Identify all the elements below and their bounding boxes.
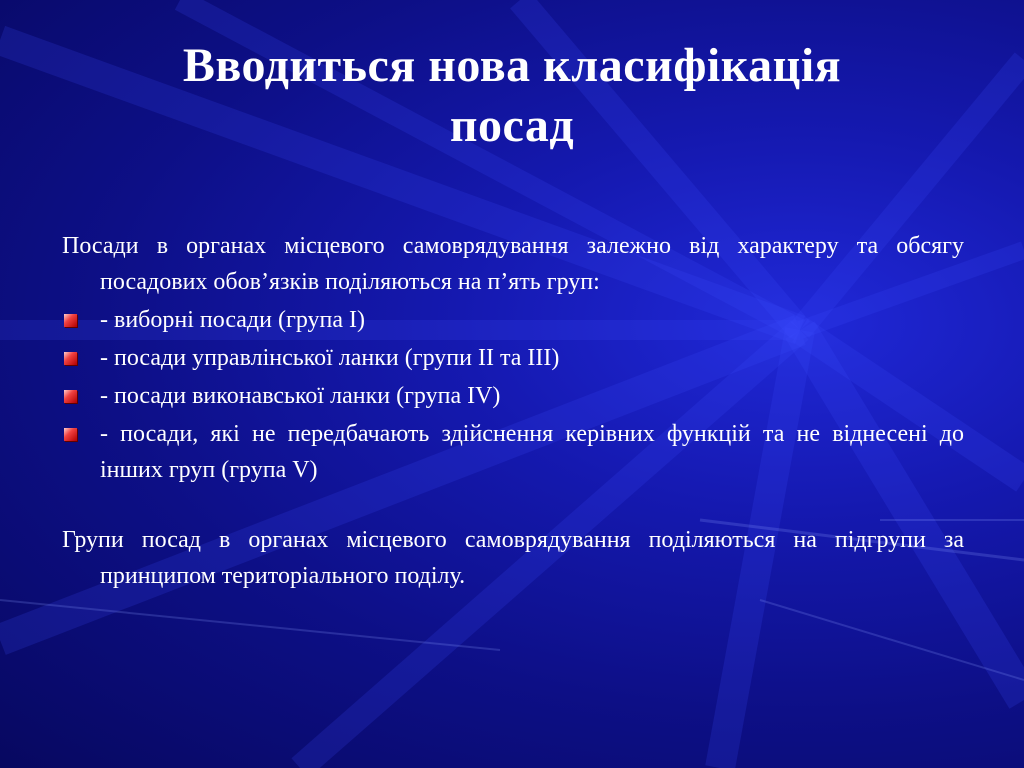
list-item-text: - виборні посади (група І)	[100, 307, 365, 333]
list-item	[62, 416, 964, 488]
slide-title-line-2: посад	[449, 99, 575, 152]
red-square-bullet-icon	[64, 390, 77, 403]
slide-title	[60, 36, 964, 156]
slide-title-line-1: Вводиться нова класифікація	[182, 39, 842, 92]
red-square-bullet-icon	[64, 428, 77, 441]
spacer	[62, 490, 964, 522]
list-item-text: - посади, які не передбачають здійснення керівних функцій та не віднесені до інших груп (група V)	[100, 421, 964, 483]
red-square-bullet-icon	[64, 314, 77, 327]
list-item	[62, 378, 964, 414]
closing-paragraph: Групи посад в органах місцевого самоврядування поділяються на підгрупи за принципом територіального поділу.	[62, 527, 964, 589]
red-square-bullet-icon	[64, 352, 77, 365]
list-item	[62, 302, 964, 338]
list-item-text: - посади управлінської ланки (групи ІІ та ІІІ)	[100, 345, 560, 371]
list-item-text: - посади виконавської ланки (група IV)	[100, 383, 501, 409]
slide-body	[62, 228, 964, 596]
intro-paragraph: Посади в органах місцевого самоврядування залежно від характеру та обсягу посадових обов’язків поділяються на п’ять груп:	[62, 233, 964, 295]
list-item	[62, 340, 964, 376]
